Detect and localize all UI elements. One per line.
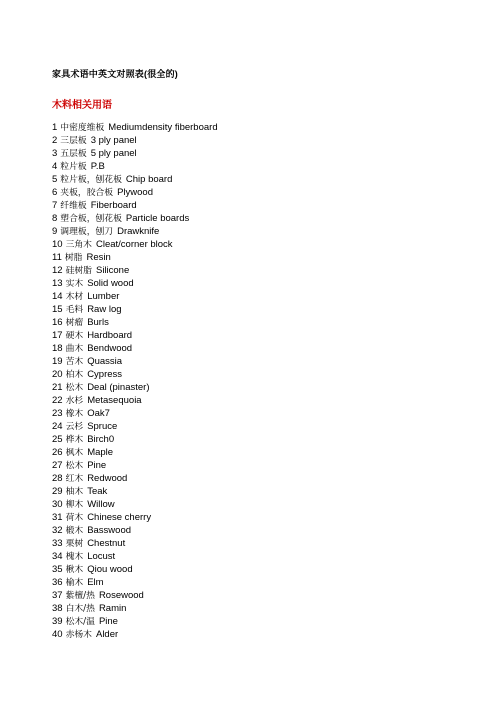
term-chinese: 赤杨木 [65, 630, 92, 640]
term-english: Rosewood [98, 590, 144, 601]
list-item [52, 485, 218, 498]
list-item [52, 511, 218, 524]
term-number: 26 [52, 447, 63, 458]
section-title: 木料相关用语 [52, 100, 112, 111]
term-english: Deal (pinaster) [87, 382, 150, 393]
term-chinese: 苦木 [65, 357, 84, 367]
list-item [52, 602, 218, 615]
term-number: 35 [52, 564, 63, 575]
term-english: Spruce [87, 421, 118, 432]
term-chinese: 柳木 [65, 500, 84, 510]
list-item [52, 459, 218, 472]
term-english: Oak7 [87, 408, 110, 419]
list-item [52, 251, 218, 264]
list-item [52, 394, 218, 407]
term-english: Solid wood [87, 278, 134, 289]
list-item [52, 238, 218, 251]
list-item [52, 186, 218, 199]
term-chinese: 树瘤 [65, 318, 84, 328]
list-item [52, 290, 218, 303]
term-chinese: 曲木 [65, 344, 84, 354]
term-chinese: 硅树脂 [65, 266, 92, 276]
term-chinese: 木材 [65, 292, 84, 302]
term-number: 17 [52, 330, 63, 341]
term-number: 13 [52, 278, 63, 289]
term-english: Alder [95, 629, 119, 640]
term-number: 27 [52, 460, 63, 471]
term-english: Chestnut [87, 538, 126, 549]
list-item [52, 615, 218, 628]
term-number: 12 [52, 265, 63, 276]
term-number: 25 [52, 434, 63, 445]
term-chinese: 调理板，刨刀 [60, 227, 114, 237]
list-item [52, 264, 218, 277]
term-number: 37 [52, 590, 63, 601]
list-item [52, 433, 218, 446]
list-item [52, 121, 218, 134]
term-english: Chip board [125, 174, 173, 185]
term-chinese: 柏木 [65, 370, 84, 380]
term-chinese: 柚木 [65, 487, 84, 497]
list-item [52, 368, 218, 381]
list-item [52, 199, 218, 212]
term-number: 30 [52, 499, 63, 510]
term-chinese: 云杉 [65, 422, 84, 432]
term-chinese: 楸木 [65, 565, 84, 575]
term-number: 36 [52, 577, 63, 588]
term-english: Basswood [87, 525, 132, 536]
term-chinese: 松木 [65, 461, 84, 471]
term-english: Elm [87, 577, 104, 588]
list-item [52, 355, 218, 368]
list-item [52, 589, 218, 602]
term-number: 8 [52, 213, 58, 224]
term-english: Particle boards [125, 213, 190, 224]
term-chinese: 栗树 [65, 539, 84, 549]
term-number: 33 [52, 538, 63, 549]
term-number: 20 [52, 369, 63, 380]
list-item [52, 316, 218, 329]
term-chinese: 五层板 [60, 149, 87, 159]
term-number: 18 [52, 343, 63, 354]
list-item [52, 446, 218, 459]
list-item [52, 563, 218, 576]
term-number: 14 [52, 291, 63, 302]
list-item [52, 472, 218, 485]
term-english: Silicone [95, 265, 130, 276]
list-item [52, 147, 218, 160]
term-number: 7 [52, 200, 58, 211]
list-item [52, 225, 218, 238]
term-english: Fiberboard [90, 200, 137, 211]
term-chinese: 椴木 [65, 526, 84, 536]
term-english: Pine [87, 460, 107, 471]
term-number: 39 [52, 616, 63, 627]
term-english: Chinese cherry [87, 512, 152, 523]
list-item [52, 537, 218, 550]
list-item [52, 407, 218, 420]
term-english: Metasequoia [87, 395, 142, 406]
term-english: 3 ply panel [90, 135, 137, 146]
list-item [52, 160, 218, 173]
term-number: 29 [52, 486, 63, 497]
term-chinese: 水杉 [65, 396, 84, 406]
term-english: Quassia [87, 356, 123, 367]
term-english: Locust [87, 551, 116, 562]
term-number: 34 [52, 551, 63, 562]
term-english: Burls [87, 317, 109, 328]
list-item [52, 134, 218, 147]
term-number: 32 [52, 525, 63, 536]
term-english: Ramin [98, 603, 127, 614]
term-english: Birch0 [87, 434, 115, 445]
term-number: 28 [52, 473, 63, 484]
term-chinese: 橡木 [65, 409, 84, 419]
term-english: 5 ply panel [90, 148, 137, 159]
term-english: Pine [98, 616, 118, 627]
term-english: P.B [90, 161, 105, 172]
list-item [52, 550, 218, 563]
term-english: Willow [87, 499, 115, 510]
term-number: 5 [52, 174, 58, 185]
term-number: 2 [52, 135, 58, 146]
term-chinese: 塑合板，刨花板 [60, 214, 122, 224]
term-chinese: 松木/温 [65, 617, 95, 627]
term-chinese: 硬木 [65, 331, 84, 341]
term-chinese: 三角木 [65, 240, 92, 250]
list-item [52, 212, 218, 225]
term-number: 21 [52, 382, 63, 393]
term-chinese: 红木 [65, 474, 84, 484]
term-english: Hardboard [87, 330, 133, 341]
term-number: 15 [52, 304, 63, 315]
list-item [52, 420, 218, 433]
list-item [52, 381, 218, 394]
term-english: Maple [87, 447, 114, 458]
term-chinese: 毛料 [65, 305, 84, 315]
term-english: Drawknife [117, 226, 160, 237]
term-number: 1 [52, 122, 58, 133]
term-chinese: 紫檀/热 [65, 591, 95, 601]
term-number: 11 [52, 252, 62, 263]
term-number: 4 [52, 161, 58, 172]
list-item [52, 342, 218, 355]
term-number: 24 [52, 421, 63, 432]
term-chinese: 中密度维板 [60, 123, 105, 133]
term-chinese: 粒片板 [60, 162, 87, 172]
term-chinese: 槐木 [65, 552, 84, 562]
term-chinese: 三层板 [60, 136, 87, 146]
term-number: 19 [52, 356, 63, 367]
term-number: 10 [52, 239, 63, 250]
term-english: Teak [87, 486, 108, 497]
list-item [52, 277, 218, 290]
term-list [52, 121, 218, 641]
term-english: Redwood [87, 473, 128, 484]
term-chinese: 荷木 [65, 513, 84, 523]
term-english: Raw log [87, 304, 122, 315]
term-number: 23 [52, 408, 63, 419]
term-number: 40 [52, 629, 63, 640]
term-number: 16 [52, 317, 63, 328]
list-item [52, 173, 218, 186]
term-english: Cypress [87, 369, 123, 380]
term-chinese: 树脂 [64, 253, 83, 263]
document-title: 家具术语中英文对照表(很全的) [52, 69, 178, 79]
term-english: Plywood [117, 187, 154, 198]
term-english: Mediumdensity fiberboard [108, 122, 218, 133]
term-chinese: 松木 [65, 383, 84, 393]
term-english: Bendwood [87, 343, 133, 354]
term-english: Cleat/corner block [95, 239, 173, 250]
list-item [52, 628, 218, 641]
term-number: 38 [52, 603, 63, 614]
term-chinese: 实木 [65, 279, 84, 289]
term-chinese: 榆木 [65, 578, 84, 588]
term-chinese: 夹板，胶合板 [60, 188, 114, 198]
list-item [52, 524, 218, 537]
term-chinese: 纤维板 [60, 201, 87, 211]
term-number: 6 [52, 187, 58, 198]
term-number: 31 [52, 512, 63, 523]
term-number: 22 [52, 395, 63, 406]
list-item [52, 303, 218, 316]
term-number: 3 [52, 148, 58, 159]
list-item [52, 576, 218, 589]
term-number: 9 [52, 226, 58, 237]
list-item [52, 498, 218, 511]
term-chinese: 白木/热 [65, 604, 95, 614]
term-english: Lumber [87, 291, 120, 302]
list-item [52, 329, 218, 342]
term-chinese: 粒片板，刨花板 [60, 175, 122, 185]
term-english: Qiou wood [87, 564, 133, 575]
term-chinese: 桦木 [65, 435, 84, 445]
term-chinese: 枫木 [65, 448, 84, 458]
term-english: Resin [86, 252, 111, 263]
